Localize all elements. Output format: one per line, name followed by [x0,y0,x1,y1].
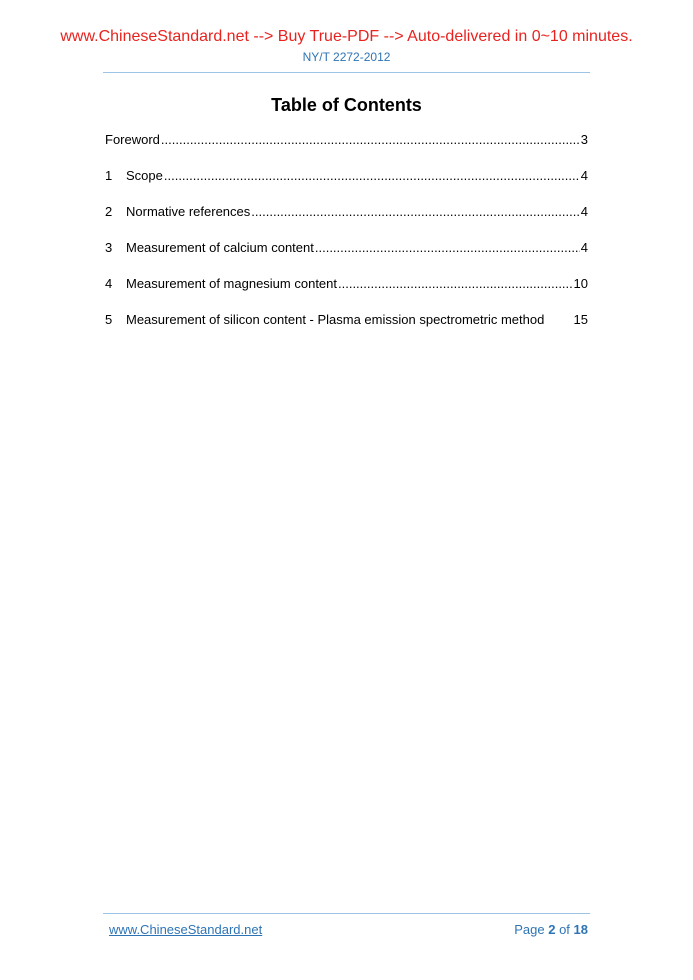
toc-entry-scope[interactable] [105,167,588,203]
page-of: of [559,922,570,937]
toc-entry-silicon[interactable] [105,311,588,347]
document-code: NY/T 2272-2012 [302,50,391,64]
toc-entry-calcium[interactable] [105,239,588,275]
toc-dot-leader [251,203,579,221]
toc-entry-number: 4 [105,276,113,291]
toc-entry-label: Measurement of silicon content - Plasma emission spectrometric method [126,312,545,327]
toc-dot-leader [164,167,580,185]
toc-entry-normative-references[interactable] [105,203,588,239]
page-total: 18 [573,922,588,937]
header-divider [103,72,590,73]
toc-entry-label: Measurement of magnesium content [126,276,337,291]
toc-entry-label: Foreword [105,132,160,147]
footer-divider [103,913,590,914]
toc-title: Table of Contents [271,95,422,115]
toc-entry-page: 4 [580,204,588,219]
toc-entry-page: 3 [580,132,588,147]
toc-entry-number: 5 [105,312,113,327]
page-current: 2 [548,922,556,937]
toc-entry-label: Measurement of calcium content [126,240,314,255]
toc-entry-page: 10 [573,276,588,291]
toc-entry-label: Scope [126,168,163,183]
toc-dot-leader [315,239,580,257]
page-prefix: Page [514,922,545,937]
footer-website-link[interactable]: www.ChineseStandard.net [109,922,263,937]
toc-entry-magnesium[interactable] [105,275,588,311]
toc-entry-page: 4 [580,168,588,183]
toc-entry-foreword[interactable] [105,131,588,167]
promo-banner[interactable]: www.ChineseStandard.net --> Buy True-PDF --> Auto-delivered in 0~10 minutes. [60,28,633,45]
toc-entry-page: 4 [580,240,588,255]
table-of-contents [105,131,588,347]
toc-entry-number: 2 [105,204,113,219]
toc-entry-number: 3 [105,240,113,255]
toc-dot-leader [338,275,573,293]
toc-entry-number: 1 [105,168,113,183]
toc-dot-leader [161,131,580,149]
page-indicator [514,922,588,938]
toc-entry-label: Normative references [126,204,251,219]
toc-entry-page: 15 [573,312,588,327]
